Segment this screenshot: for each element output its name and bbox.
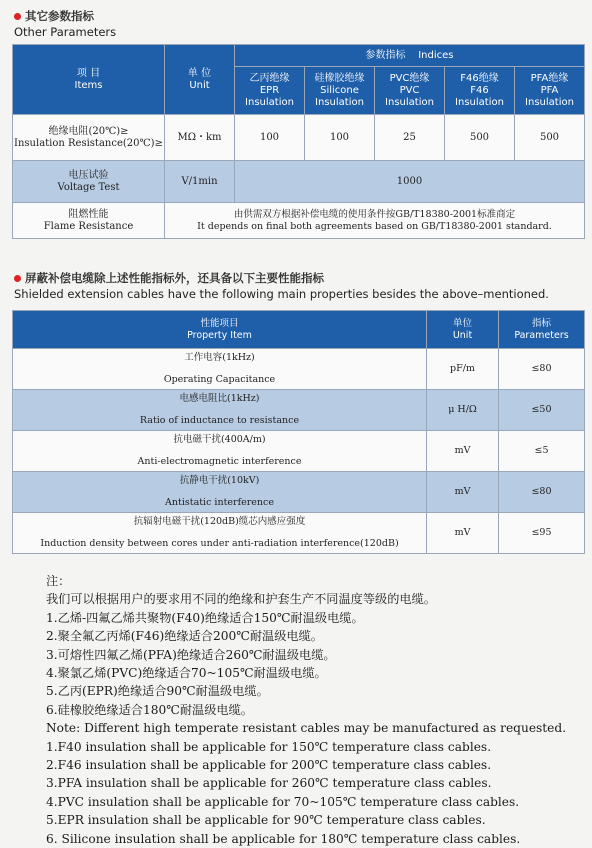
col-header-silicone: 硅橡胶绝缘 Silicone Insulation <box>305 67 375 115</box>
note-line: 6. Silicone insulation shall be applicable for 180℃ temperature class cables. <box>46 831 521 846</box>
property-cell: 抗静电干扰(10kV) Antistatic interference <box>13 472 427 513</box>
items-header-en: Items <box>74 79 103 91</box>
note-line: 2.F46 insulation shall be applicable for 200℃ temperature class cables. <box>46 758 492 773</box>
note-line: 5.EPR insulation shall be applicable for 90℃ temperature class cables. <box>46 813 486 828</box>
row-insulation-label: 绝缘电阻(20℃)≥ Insulation Resistance(20℃)≥ <box>13 115 165 161</box>
note-line: 3.PFA insulation shall be applicable for 260℃ temperature class cables. <box>46 776 492 791</box>
col-header-epr: 乙丙绝缘 EPR Insulation <box>235 67 305 115</box>
note-line: 4.聚氯乙烯(PVC)绝缘适合70~105℃耐温级电缆。 <box>46 666 327 681</box>
col-header-pvc: PVC绝缘 PVC Insulation <box>375 67 445 115</box>
row-voltage <box>13 161 585 203</box>
table-row <box>13 390 585 431</box>
table-row <box>13 431 585 472</box>
notes-heading: 注： <box>46 574 71 588</box>
bullet-icon <box>14 13 21 20</box>
unit-cell: μ H/Ω <box>427 390 499 431</box>
value-cell: ≤80 <box>499 472 585 513</box>
section2-heading <box>14 270 549 301</box>
unit-cell: mV <box>427 513 499 554</box>
indices-header: 参数指标 Indices <box>235 45 585 67</box>
value-cell: ≤5 <box>499 431 585 472</box>
unit-cell: pF/m <box>427 349 499 390</box>
unit-header: 单位 Unit <box>427 311 499 349</box>
section1-title-cn: 其它参数指标 <box>25 9 94 23</box>
note-line: 6.硅橡胶绝缘适合180℃耐温级电缆。 <box>46 702 253 717</box>
property-cell: 抗电磁干扰(400A/m) Anti-electromagnetic interference <box>13 431 427 472</box>
note-line: 3.可熔性四氟乙烯(PFA)绝缘适合260℃耐温级电缆。 <box>46 647 336 662</box>
col-header-pfa: PFA绝缘 PFA Insulation <box>515 67 585 115</box>
other-parameters-table <box>12 44 585 239</box>
property-cell: 抗辐射电磁干扰(120dB)缆芯内感应强度 Induction density between cores under anti-radiation interference(120dB) <box>13 513 427 554</box>
cell-value: 100 <box>305 115 375 161</box>
row-flame-label: 阻燃性能 Flame Resistance <box>13 203 165 239</box>
value-cell: ≤80 <box>499 349 585 390</box>
row-insulation-unit: MΩ・km <box>165 115 235 161</box>
cell-value: 500 <box>445 115 515 161</box>
unit-header-cn: 单 位 <box>187 67 212 79</box>
note-line: Note: Different high temperate resistant cables may be manufactured as requested. <box>46 721 567 736</box>
note-line: 2.聚全氟乙丙烯(F46)绝缘适合200℃耐温级电缆。 <box>46 629 323 644</box>
table-row <box>13 349 585 390</box>
cell-value: 100 <box>235 115 305 161</box>
unit-header-en: Unit <box>189 79 210 91</box>
section1-title-en: Other Parameters <box>14 25 117 39</box>
cell-value: 500 <box>515 115 585 161</box>
value-cell: ≤95 <box>499 513 585 554</box>
parameters-header: 指标 Parameters <box>499 311 585 349</box>
note-line: 1.F40 insulation shall be applicable for 150℃ temperature class cables. <box>46 739 492 754</box>
section2-title-cn: 屏蔽补偿电缆除上述性能指标外，还具备以下主要性能指标 <box>25 271 324 285</box>
table-row <box>13 513 585 554</box>
unit-cell: mV <box>427 431 499 472</box>
section1-heading <box>14 8 116 39</box>
unit-header <box>165 45 235 115</box>
note-line: 4.PVC insulation shall be applicable for 70~105℃ temperature class cables. <box>46 794 520 809</box>
note-line: 我们可以根据用户的要求用不同的绝缘和护套生产不同温度等级的电缆。 <box>46 592 436 607</box>
property-cell: 工作电容(1kHz) Operating Capacitance <box>13 349 427 390</box>
value-cell: ≤50 <box>499 390 585 431</box>
note-line: 5.乙丙(EPR)绝缘适合90℃耐温级电缆。 <box>46 684 269 699</box>
bullet-icon <box>14 275 21 282</box>
note-line: 1.乙烯-四氟乙烯共聚物(F40)绝缘适合150℃耐温级电缆。 <box>46 610 364 625</box>
property-header: 性能项目 Property Item <box>13 311 427 349</box>
row-voltage-label: 电压试验 Voltage Test <box>13 161 165 203</box>
cell-value: 25 <box>375 115 445 161</box>
row-insulation <box>13 115 585 161</box>
row-voltage-value: 1000 <box>235 161 585 203</box>
items-header <box>13 45 165 115</box>
row-voltage-unit: V/1min <box>165 161 235 203</box>
table-row <box>13 472 585 513</box>
row-flame-value: 由供需双方根据补偿电缆的使用条件按GB/T18380-2001标准商定 It depends on final both agreements based on GB/T18380-2001 standard. <box>165 203 585 239</box>
unit-cell: mV <box>427 472 499 513</box>
notes-block <box>46 572 566 848</box>
property-cell: 电感电阻比(1kHz) Ratio of inductance to resistance <box>13 390 427 431</box>
items-header-cn: 项 目 <box>76 67 101 79</box>
shielded-properties-table <box>12 310 585 554</box>
col-header-f46: F46绝缘 F46 Insulation <box>445 67 515 115</box>
section2-title-en: Shielded extension cables have the following main properties besides the above–mentioned. <box>14 287 549 301</box>
row-flame <box>13 203 585 239</box>
